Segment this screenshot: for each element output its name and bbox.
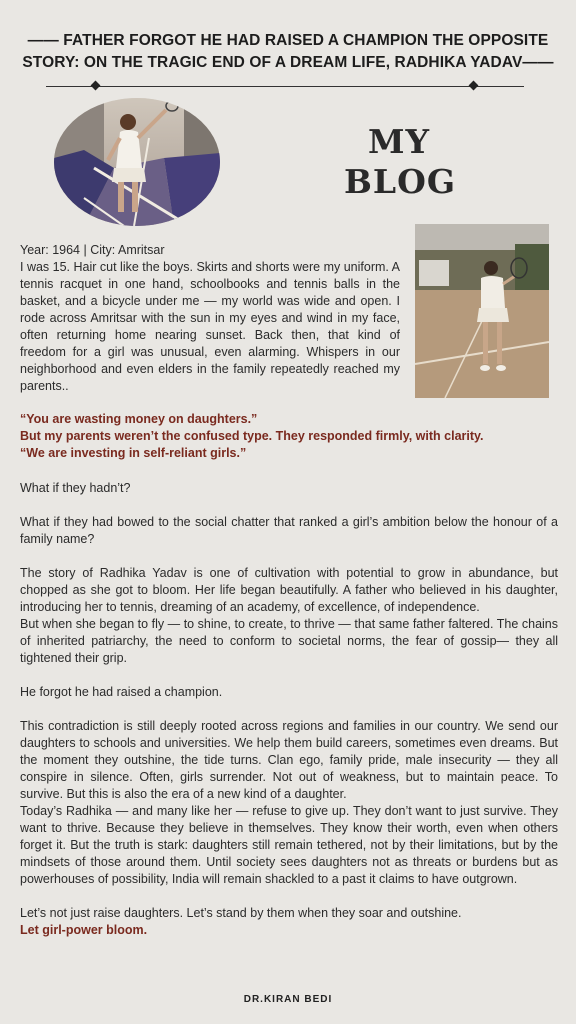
intro-meta: Year: 1964 | City: Amritsar: [20, 243, 165, 257]
parents-quote-block: [20, 411, 560, 462]
quote-line-1: “You are wasting money on daughters.”: [20, 412, 258, 426]
intro-section: [20, 242, 400, 395]
body-paragraph-1: What if they hadn’t?: [20, 481, 131, 495]
divider-diamond-right: [469, 81, 479, 91]
body-paragraph-4: But when she began to fly — to shine, to create, to thrive — that same father faltered. The chains of inherited patriarchy, the need to conform to societal norms, the fear of gossip— they all tightened their grip.: [20, 617, 558, 665]
author-signature: DR.KIRAN BEDI: [243, 994, 333, 1005]
blog-heading-my: MY: [367, 122, 431, 161]
quote-line-3: “We are investing in self-reliant girls.”: [20, 446, 247, 460]
body-paragraph-3: The story of Radhika Yadav is one of cultivation with potential to grow in abundance, but chopped as she got to bloom. Her life began beautifully. A father who believed in his daughter, introducing her to tennis, dreaming of an academy, of excellence, of independence.: [20, 566, 558, 614]
body-paragraph-8: Let’s not just raise daughters. Let’s stand by them when they soar and outshine.: [20, 906, 462, 920]
closing-line: Let girl-power bloom.: [20, 923, 148, 937]
blog-heading: [344, 122, 457, 202]
article-body: [20, 480, 558, 939]
title-line-2: STORY: ON THE TRAGIC END OF A DREAM LIFE, RADHIKA YADAV——: [22, 54, 554, 71]
divider-diamond-left: [91, 81, 101, 91]
body-paragraph-2: What if they had bowed to the social chatter that ranked a girl’s ambition below the honour of a family name?: [20, 515, 558, 546]
article-title: [14, 30, 562, 74]
body-paragraph-5: He forgot he had raised a champion.: [20, 685, 223, 699]
quote-line-2: But my parents weren’t the confused type. They responded firmly, with clarity.: [20, 429, 484, 443]
title-line-1: —— FATHER FORGOT HE HAD RAISED A CHAMPION THE OPPOSITE: [27, 32, 549, 49]
blog-heading-blog: BLOG: [344, 162, 457, 201]
intro-paragraph: I was 15. Hair cut like the boys. Skirts and shorts were my uniform. A tennis racquet in one hand, schoolbooks and tennis balls in the basket, and a bicycle under me — my world was wide and open. I rode across Amritsar with the sun in my eyes and wind in my face, often returning home nearing sunset. Back then, that kind of freedom for a girl was unusual, even alarming. Whispers in our neighborhood and even elders in the family repeatedly reached my parents..: [20, 260, 401, 393]
body-paragraph-7: Today’s Radhika — and many like her — refuse to give up. They don’t want to just survive. They want to thrive. Because they believe in themselves. They know their worth, even when others forget it. But the truth is stark: daughters still remain tethered, not by their limitations, but by the mindsets of those around them. Until society sees daughters not as threats or burdens but as powerhouses of possibility, India will remain shackled to a past it claims to have outgrown.: [20, 804, 558, 886]
body-paragraph-6: This contradiction is still deeply rooted across regions and families in our country. We send our daughters to schools and universities. We help them build careers, sometimes even dreams. But the moment they outshine, the tide turns. Clan ego, family pride, male insecurity — they all conspire in silence. Often, girls surrender. Not out of weakness, but to maintain peace. To survive. But this is also the era of a new kind of a daughter.: [20, 719, 558, 801]
vintage-tennis-photo: [54, 98, 220, 226]
tennis-player-photo: [415, 224, 549, 398]
title-divider: [46, 86, 524, 87]
